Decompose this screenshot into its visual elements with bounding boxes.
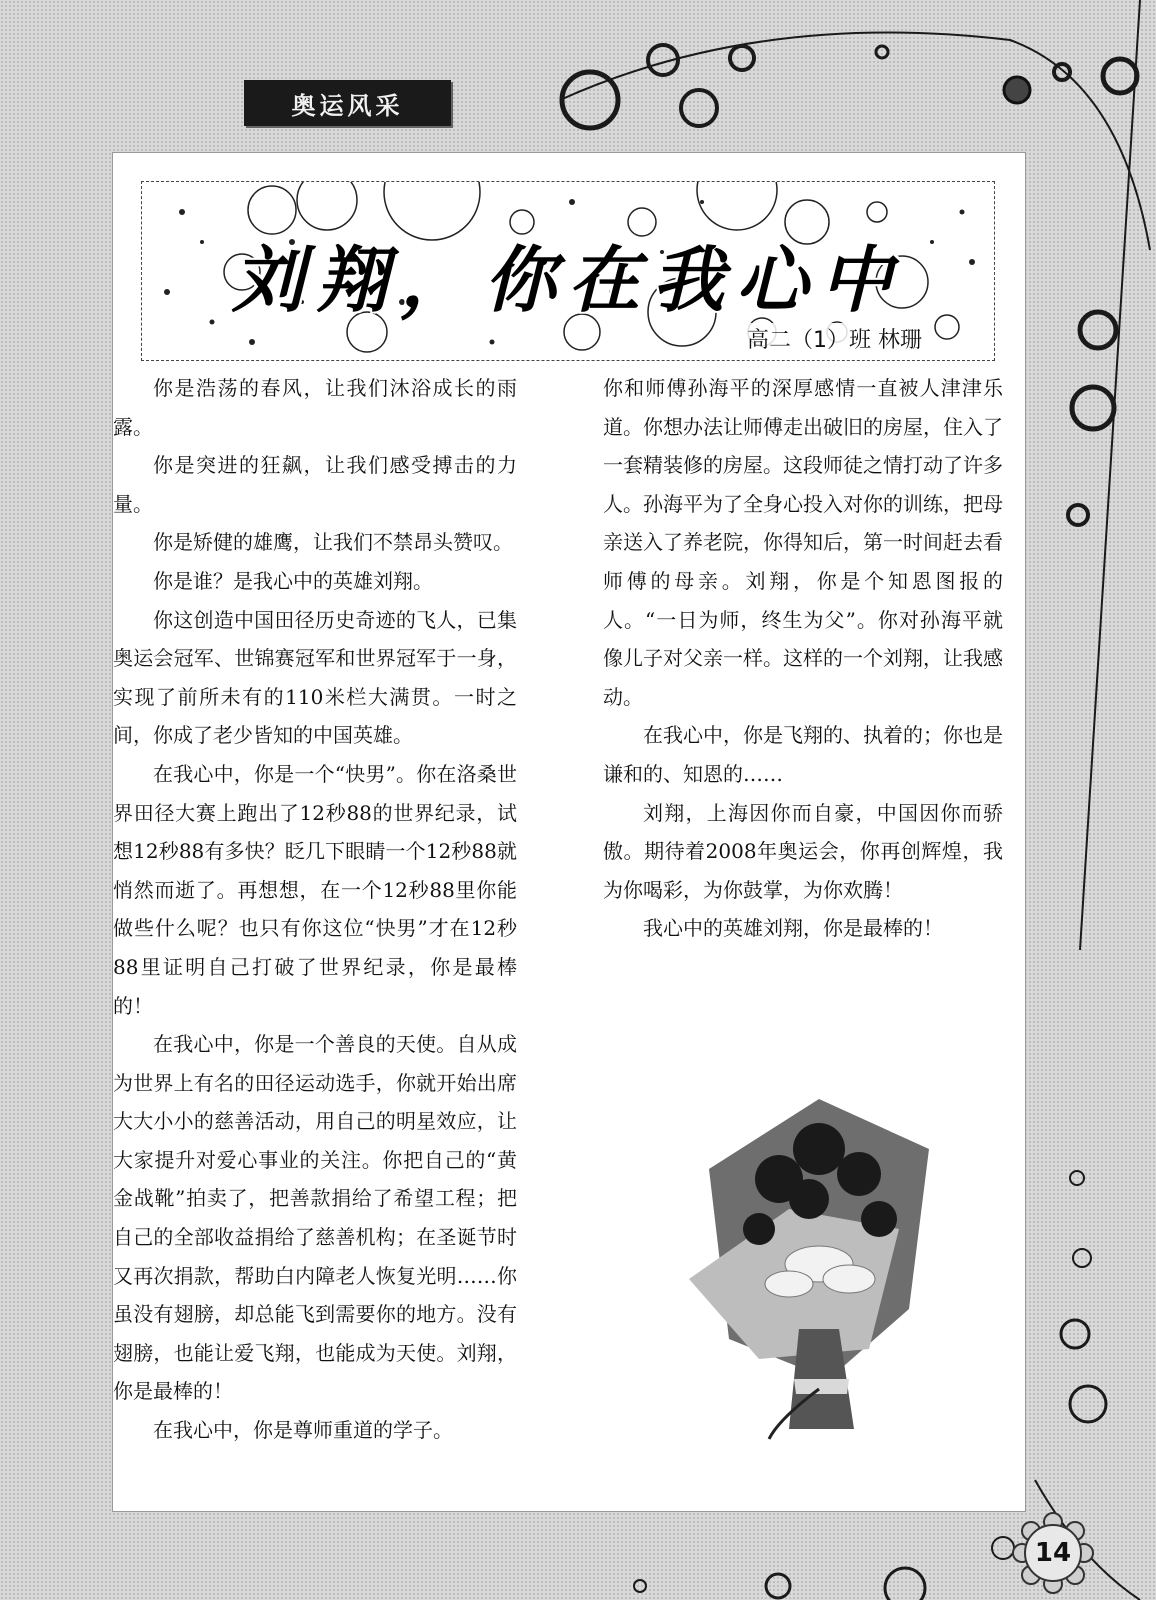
left-column (113, 369, 517, 1450)
paragraph: 你是浩荡的春风，让我们沐浴成长的雨露。 (113, 376, 517, 439)
paragraph: 你和师傅孙海平的深厚感情一直被人津津乐道。你想办法让师傅走出破旧的房屋，住入了一套精装修的房屋。这段师徒之情打动了许多人。孙海平为了全身心投入对你的训练，把母亲送入了养老院，你得知后，第一时间赶去看师傅的母亲。刘翔，你是个知恩图报的人。“一日为师，终生为父”。你对孙海平就像儿子对父亲一样。这样的一个刘翔，让我感动。 (603, 376, 1003, 709)
article-title: 刘翔，你在我心中 (231, 238, 904, 322)
page-number (1012, 1512, 1094, 1594)
paragraph: 刘翔，上海因你而自豪，中国因你而骄傲。期待着2008年奥运会，你再创辉煌，我为你喝彩，为你鼓掌，为你欢腾！ (603, 800, 1003, 902)
paragraph: 你是谁？是我心中的英雄刘翔。 (153, 568, 433, 593)
paragraph: 在我心中，你是一个“快男”。你在洛桑世界田径大赛上跑出了12秒88的世界纪录，试想12秒88有多快？眨几下眼睛一个12秒88就悄然而逝了。再想想，在一个12秒88里你能做些什么呢？也只有你这位“快男”才在12秒88里证明自己打破了世界纪录，你是最棒的！ (113, 761, 517, 1018)
page-number-text: 14 (1034, 1538, 1072, 1568)
flower-bouquet-image (669, 1079, 949, 1449)
title-banner (141, 181, 995, 361)
right-column (603, 369, 1003, 948)
article-panel (112, 152, 1026, 1512)
section-tab: 奥运风采 (244, 80, 451, 126)
paragraph: 在我心中，你是一个善良的天使。自从成为世界上有名的田径运动选手，你就开始出席大大小小的慈善活动，用自己的明星效应，让大家提升对爱心事业的关注。你把自己的“黄金战靴”拍卖了，把善款捐给了希望工程；把自己的全部收益捐给了慈善机构；在圣诞节时又再次捐款，帮助白内障老人恢复光明……你虽没有翅膀，却总能飞到需要你的地方。没有翅膀，也能让爱飞翔，也能成为天使。刘翔，你是最棒的！ (113, 1032, 517, 1404)
paragraph: 在我心中，你是飞翔的、执着的；你也是谦和的、知恩的…… (603, 723, 1003, 786)
paragraph: 你这创造中国田径历史奇迹的飞人，已集奥运会冠军、世锦赛冠军和世界冠军于一身，实现了前所未有的110米栏大满贯。一时之间，你成了老少皆知的中国英雄。 (113, 607, 517, 748)
paragraph: 在我心中，你是尊师重道的学子。 (153, 1418, 453, 1443)
paragraph: 你是矫健的雄鹰，让我们不禁昂头赞叹。 (153, 530, 513, 555)
paragraph: 你是突进的狂飙，让我们感受搏击的力量。 (113, 453, 517, 516)
paragraph: 我心中的英雄刘翔，你是最棒的！ (643, 916, 943, 941)
byline: 高二（1）班 林珊 (743, 323, 926, 354)
